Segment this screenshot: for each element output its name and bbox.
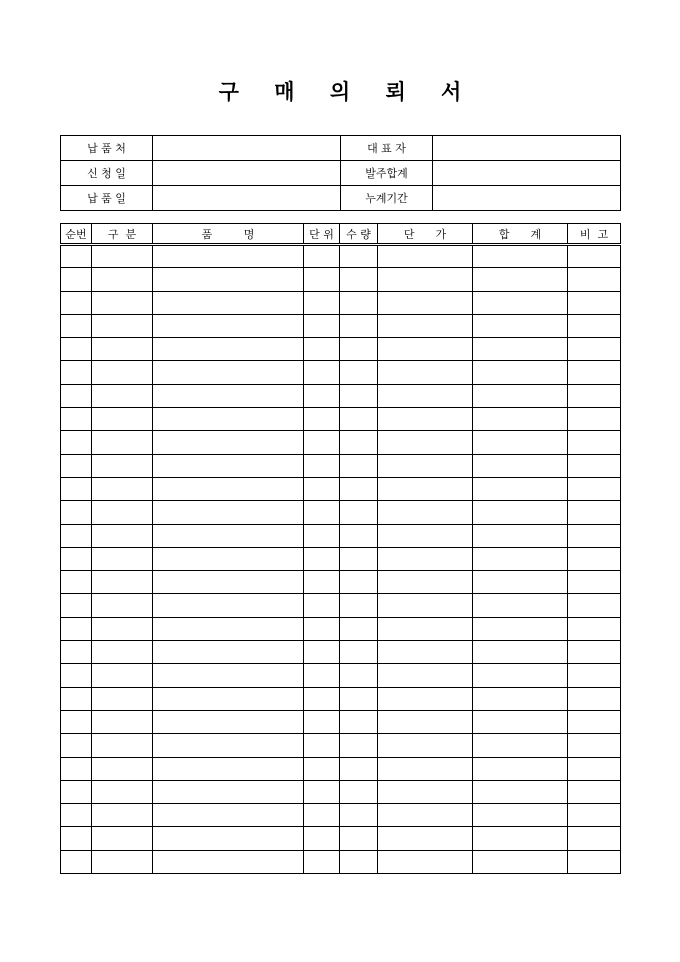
table-row — [61, 850, 621, 873]
unit-price-cell[interactable] — [378, 804, 473, 827]
header-category: 구 분 — [92, 224, 153, 245]
unit-cell[interactable] — [304, 291, 340, 314]
quantity-cell[interactable] — [340, 524, 378, 547]
unit-price-cell[interactable] — [378, 524, 473, 547]
table-row — [61, 524, 621, 547]
quantity-cell[interactable] — [340, 827, 378, 850]
unit-cell[interactable] — [304, 780, 340, 803]
unit-cell[interactable] — [304, 268, 340, 291]
seq-cell[interactable] — [61, 804, 92, 827]
total-cell[interactable] — [473, 361, 568, 384]
info-label: 누계기간 — [341, 186, 433, 211]
category-cell[interactable] — [92, 757, 153, 780]
seq-cell[interactable] — [61, 757, 92, 780]
total-cell[interactable] — [473, 384, 568, 407]
seq-cell[interactable] — [61, 245, 92, 268]
total-cell[interactable] — [473, 757, 568, 780]
category-cell[interactable] — [92, 804, 153, 827]
seq-cell[interactable] — [61, 361, 92, 384]
items-header-row — [61, 224, 621, 245]
category-cell[interactable] — [92, 547, 153, 570]
table-row — [61, 687, 621, 710]
category-cell[interactable] — [92, 641, 153, 664]
remarks-cell[interactable] — [568, 291, 621, 314]
header-seq: 순번 — [61, 224, 92, 245]
category-cell[interactable] — [92, 524, 153, 547]
item-name-cell[interactable] — [153, 827, 304, 850]
seq-cell[interactable] — [61, 687, 92, 710]
table-row — [61, 431, 621, 454]
unit-price-cell[interactable] — [378, 827, 473, 850]
remarks-cell[interactable] — [568, 454, 621, 477]
item-name-cell[interactable] — [153, 734, 304, 757]
remarks-cell[interactable] — [568, 780, 621, 803]
seq-cell[interactable] — [61, 710, 92, 733]
info-label: 발주합계 — [341, 161, 433, 186]
seq-cell[interactable] — [61, 594, 92, 617]
info-row — [61, 186, 621, 211]
info-value-field[interactable] — [433, 186, 621, 211]
item-name-cell[interactable] — [153, 850, 304, 873]
quantity-cell[interactable] — [340, 780, 378, 803]
unit-price-cell[interactable] — [378, 384, 473, 407]
category-cell[interactable] — [92, 384, 153, 407]
seq-cell[interactable] — [61, 850, 92, 873]
item-name-cell[interactable] — [153, 268, 304, 291]
unit-cell[interactable] — [304, 338, 340, 361]
total-cell[interactable] — [473, 617, 568, 640]
unit-price-cell[interactable] — [378, 594, 473, 617]
unit-price-cell[interactable] — [378, 408, 473, 431]
remarks-cell[interactable] — [568, 641, 621, 664]
table-row — [61, 710, 621, 733]
header-quantity: 수 량 — [340, 224, 378, 245]
remarks-cell[interactable] — [568, 594, 621, 617]
table-row — [61, 641, 621, 664]
quantity-cell[interactable] — [340, 734, 378, 757]
seq-cell[interactable] — [61, 641, 92, 664]
total-cell[interactable] — [473, 477, 568, 500]
category-cell[interactable] — [92, 850, 153, 873]
remarks-cell[interactable] — [568, 827, 621, 850]
seq-cell[interactable] — [61, 454, 92, 477]
total-cell[interactable] — [473, 710, 568, 733]
remarks-cell[interactable] — [568, 477, 621, 500]
quantity-cell[interactable] — [340, 245, 378, 268]
remarks-cell[interactable] — [568, 338, 621, 361]
quantity-cell[interactable] — [340, 291, 378, 314]
category-cell[interactable] — [92, 408, 153, 431]
unit-cell[interactable] — [304, 617, 340, 640]
unit-cell[interactable] — [304, 571, 340, 594]
seq-cell[interactable] — [61, 314, 92, 337]
remarks-cell[interactable] — [568, 501, 621, 524]
info-value-field[interactable] — [433, 136, 621, 161]
unit-price-cell[interactable] — [378, 431, 473, 454]
unit-cell[interactable] — [304, 477, 340, 500]
table-row — [61, 780, 621, 803]
table-row — [61, 617, 621, 640]
quantity-cell[interactable] — [340, 641, 378, 664]
quantity-cell[interactable] — [340, 338, 378, 361]
remarks-cell[interactable] — [568, 687, 621, 710]
quantity-cell[interactable] — [340, 687, 378, 710]
info-label: 납 품 처 — [61, 136, 153, 161]
total-cell[interactable] — [473, 571, 568, 594]
seq-cell[interactable] — [61, 501, 92, 524]
total-cell[interactable] — [473, 268, 568, 291]
item-name-cell[interactable] — [153, 291, 304, 314]
item-name-cell[interactable] — [153, 687, 304, 710]
unit-price-cell[interactable] — [378, 757, 473, 780]
unit-cell[interactable] — [304, 314, 340, 337]
header-unit: 단 위 — [304, 224, 340, 245]
item-name-cell[interactable] — [153, 710, 304, 733]
category-cell[interactable] — [92, 710, 153, 733]
document-title: 구 매 의 뢰 서 — [218, 79, 476, 104]
unit-price-cell[interactable] — [378, 314, 473, 337]
total-cell[interactable] — [473, 245, 568, 268]
table-row — [61, 804, 621, 827]
quantity-cell[interactable] — [340, 547, 378, 570]
unit-price-cell[interactable] — [378, 734, 473, 757]
table-row — [61, 757, 621, 780]
remarks-cell[interactable] — [568, 571, 621, 594]
remarks-cell[interactable] — [568, 384, 621, 407]
item-name-cell[interactable] — [153, 617, 304, 640]
table-row — [61, 291, 621, 314]
total-cell[interactable] — [473, 664, 568, 687]
quantity-cell[interactable] — [340, 710, 378, 733]
seq-cell[interactable] — [61, 664, 92, 687]
item-name-cell[interactable] — [153, 431, 304, 454]
category-cell[interactable] — [92, 245, 153, 268]
total-cell[interactable] — [473, 594, 568, 617]
total-cell[interactable] — [473, 687, 568, 710]
table-row — [61, 245, 621, 268]
table-row — [61, 361, 621, 384]
remarks-cell[interactable] — [568, 804, 621, 827]
unit-price-cell[interactable] — [378, 361, 473, 384]
item-name-cell[interactable] — [153, 245, 304, 268]
quantity-cell[interactable] — [340, 617, 378, 640]
category-cell[interactable] — [92, 664, 153, 687]
category-cell[interactable] — [92, 477, 153, 500]
category-cell[interactable] — [92, 338, 153, 361]
quantity-cell[interactable] — [340, 431, 378, 454]
header-total: 합 계 — [473, 224, 568, 245]
remarks-cell[interactable] — [568, 524, 621, 547]
unit-cell[interactable] — [304, 757, 340, 780]
seq-cell[interactable] — [61, 477, 92, 500]
quantity-cell[interactable] — [340, 571, 378, 594]
total-cell[interactable] — [473, 408, 568, 431]
unit-cell[interactable] — [304, 524, 340, 547]
table-row — [61, 268, 621, 291]
item-name-cell[interactable] — [153, 804, 304, 827]
remarks-cell[interactable] — [568, 314, 621, 337]
quantity-cell[interactable] — [340, 361, 378, 384]
remarks-cell[interactable] — [568, 408, 621, 431]
quantity-cell[interactable] — [340, 804, 378, 827]
total-cell[interactable] — [473, 547, 568, 570]
remarks-cell[interactable] — [568, 361, 621, 384]
table-row — [61, 571, 621, 594]
unit-price-cell[interactable] — [378, 477, 473, 500]
quantity-cell[interactable] — [340, 454, 378, 477]
unit-price-cell[interactable] — [378, 641, 473, 664]
total-cell[interactable] — [473, 454, 568, 477]
quantity-cell[interactable] — [340, 268, 378, 291]
unit-price-cell[interactable] — [378, 245, 473, 268]
item-name-cell[interactable] — [153, 524, 304, 547]
seq-cell[interactable] — [61, 734, 92, 757]
info-row — [61, 136, 621, 161]
unit-price-cell[interactable] — [378, 664, 473, 687]
category-cell[interactable] — [92, 687, 153, 710]
unit-cell[interactable] — [304, 804, 340, 827]
unit-cell[interactable] — [304, 245, 340, 268]
item-name-cell[interactable] — [153, 757, 304, 780]
seq-cell[interactable] — [61, 384, 92, 407]
info-value-field[interactable] — [153, 136, 341, 161]
seq-cell[interactable] — [61, 268, 92, 291]
unit-price-cell[interactable] — [378, 291, 473, 314]
header-unit-price: 단 가 — [378, 224, 473, 245]
total-cell[interactable] — [473, 804, 568, 827]
table-row — [61, 734, 621, 757]
seq-cell[interactable] — [61, 291, 92, 314]
table-row — [61, 454, 621, 477]
category-cell[interactable] — [92, 291, 153, 314]
category-cell[interactable] — [92, 454, 153, 477]
total-cell[interactable] — [473, 291, 568, 314]
unit-price-cell[interactable] — [378, 338, 473, 361]
item-name-cell[interactable] — [153, 641, 304, 664]
unit-cell[interactable] — [304, 687, 340, 710]
quantity-cell[interactable] — [340, 408, 378, 431]
remarks-cell[interactable] — [568, 245, 621, 268]
remarks-cell[interactable] — [568, 547, 621, 570]
table-row — [61, 827, 621, 850]
total-cell[interactable] — [473, 501, 568, 524]
unit-price-cell[interactable] — [378, 454, 473, 477]
item-name-cell[interactable] — [153, 571, 304, 594]
header-item-name: 품 명 — [153, 224, 304, 245]
quantity-cell[interactable] — [340, 850, 378, 873]
quantity-cell[interactable] — [340, 757, 378, 780]
quantity-cell[interactable] — [340, 477, 378, 500]
table-row — [61, 547, 621, 570]
info-row — [61, 161, 621, 186]
category-cell[interactable] — [92, 571, 153, 594]
info-value-field[interactable] — [153, 161, 341, 186]
total-cell[interactable] — [473, 827, 568, 850]
remarks-cell[interactable] — [568, 757, 621, 780]
total-cell[interactable] — [473, 641, 568, 664]
category-cell[interactable] — [92, 314, 153, 337]
unit-cell[interactable] — [304, 408, 340, 431]
table-row — [61, 314, 621, 337]
seq-cell[interactable] — [61, 571, 92, 594]
total-cell[interactable] — [473, 431, 568, 454]
category-cell[interactable] — [92, 268, 153, 291]
info-label: 대 표 자 — [341, 136, 433, 161]
category-cell[interactable] — [92, 734, 153, 757]
unit-cell[interactable] — [304, 664, 340, 687]
unit-cell[interactable] — [304, 827, 340, 850]
seq-cell[interactable] — [61, 617, 92, 640]
table-row — [61, 594, 621, 617]
total-cell[interactable] — [473, 734, 568, 757]
quantity-cell[interactable] — [340, 664, 378, 687]
unit-cell[interactable] — [304, 384, 340, 407]
unit-cell[interactable] — [304, 431, 340, 454]
table-row — [61, 338, 621, 361]
remarks-cell[interactable] — [568, 431, 621, 454]
unit-cell[interactable] — [304, 641, 340, 664]
item-name-cell[interactable] — [153, 408, 304, 431]
remarks-cell[interactable] — [568, 710, 621, 733]
item-name-cell[interactable] — [153, 361, 304, 384]
items-table — [60, 223, 621, 874]
remarks-cell[interactable] — [568, 850, 621, 873]
quantity-cell[interactable] — [340, 384, 378, 407]
total-cell[interactable] — [473, 850, 568, 873]
unit-price-cell[interactable] — [378, 501, 473, 524]
unit-price-cell[interactable] — [378, 687, 473, 710]
unit-price-cell[interactable] — [378, 571, 473, 594]
seq-cell[interactable] — [61, 780, 92, 803]
unit-price-cell[interactable] — [378, 710, 473, 733]
category-cell[interactable] — [92, 827, 153, 850]
unit-cell[interactable] — [304, 594, 340, 617]
seq-cell[interactable] — [61, 338, 92, 361]
unit-price-cell[interactable] — [378, 850, 473, 873]
seq-cell[interactable] — [61, 524, 92, 547]
category-cell[interactable] — [92, 501, 153, 524]
category-cell[interactable] — [92, 431, 153, 454]
item-name-cell[interactable] — [153, 314, 304, 337]
item-name-cell[interactable] — [153, 454, 304, 477]
table-row — [61, 384, 621, 407]
remarks-cell[interactable] — [568, 664, 621, 687]
info-value-field[interactable] — [433, 161, 621, 186]
total-cell[interactable] — [473, 338, 568, 361]
info-value-field[interactable] — [153, 186, 341, 211]
remarks-cell[interactable] — [568, 617, 621, 640]
seq-cell[interactable] — [61, 547, 92, 570]
unit-cell[interactable] — [304, 361, 340, 384]
quantity-cell[interactable] — [340, 501, 378, 524]
category-cell[interactable] — [92, 361, 153, 384]
seq-cell[interactable] — [61, 827, 92, 850]
unit-cell[interactable] — [304, 734, 340, 757]
item-name-cell[interactable] — [153, 338, 304, 361]
remarks-cell[interactable] — [568, 268, 621, 291]
item-name-cell[interactable] — [153, 477, 304, 500]
unit-price-cell[interactable] — [378, 268, 473, 291]
info-label: 납 품 일 — [61, 186, 153, 211]
total-cell[interactable] — [473, 314, 568, 337]
category-cell[interactable] — [92, 780, 153, 803]
table-row — [61, 477, 621, 500]
unit-cell[interactable] — [304, 710, 340, 733]
category-cell[interactable] — [92, 617, 153, 640]
table-row — [61, 408, 621, 431]
unit-price-cell[interactable] — [378, 780, 473, 803]
item-name-cell[interactable] — [153, 384, 304, 407]
unit-cell[interactable] — [304, 454, 340, 477]
item-name-cell[interactable] — [153, 594, 304, 617]
quantity-cell[interactable] — [340, 594, 378, 617]
seq-cell[interactable] — [61, 431, 92, 454]
unit-price-cell[interactable] — [378, 547, 473, 570]
info-label: 신 청 일 — [61, 161, 153, 186]
item-name-cell[interactable] — [153, 664, 304, 687]
total-cell[interactable] — [473, 780, 568, 803]
unit-cell[interactable] — [304, 501, 340, 524]
item-name-cell[interactable] — [153, 780, 304, 803]
unit-cell[interactable] — [304, 547, 340, 570]
unit-cell[interactable] — [304, 850, 340, 873]
remarks-cell[interactable] — [568, 734, 621, 757]
table-row — [61, 501, 621, 524]
total-cell[interactable] — [473, 524, 568, 547]
item-name-cell[interactable] — [153, 501, 304, 524]
seq-cell[interactable] — [61, 408, 92, 431]
unit-price-cell[interactable] — [378, 617, 473, 640]
item-name-cell[interactable] — [153, 547, 304, 570]
table-row — [61, 664, 621, 687]
header-remarks: 비 고 — [568, 224, 621, 245]
order-info-table — [60, 135, 621, 211]
category-cell[interactable] — [92, 594, 153, 617]
quantity-cell[interactable] — [340, 314, 378, 337]
